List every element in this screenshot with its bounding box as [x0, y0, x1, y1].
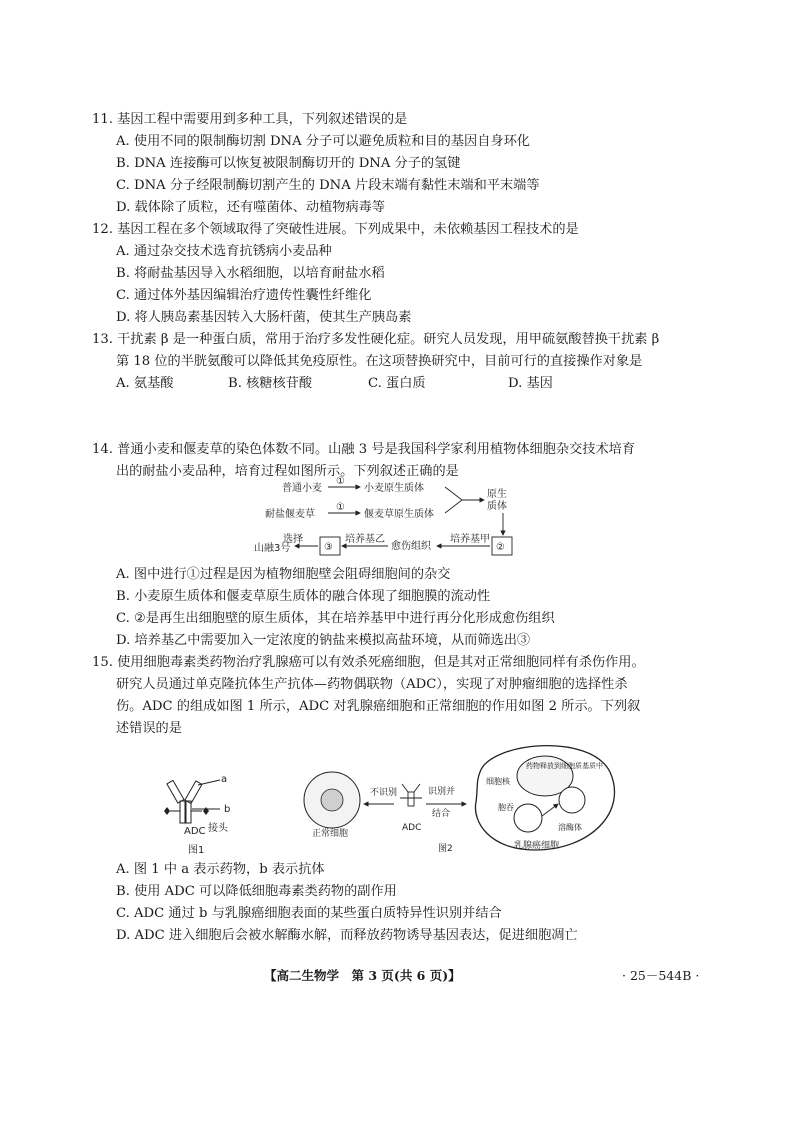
- lysosome-label: 溶酶体: [558, 823, 582, 832]
- q13-stem-line1: 13. 干扰素 β 是一种蛋白质，常用于治疗多发性硬化症。研究人员发现，用甲硫氨酸替换干扰素 β: [92, 332, 660, 347]
- antibody-stem-right: [186, 801, 191, 823]
- q12-option-d: D. 将人胰岛素基因转入大肠杆菌，使其生产胰岛素: [116, 310, 412, 325]
- protoplast-label-line2: 质体: [487, 501, 507, 512]
- saline-grass-label: 耐盐偃麦草: [265, 509, 315, 520]
- q14-option-b: B. 小麦原生质体和偃麦草原生质体的融合体现了细胞膜的流动性: [116, 589, 491, 604]
- q15-stem-line3: 伤。ADC 的组成如图 1 所示，ADC 对乳腺癌细胞和正常细胞的作用如图 2 所示。下列叙: [116, 699, 641, 714]
- step2-label: ②: [496, 542, 505, 553]
- lysosome-vesicle: [559, 787, 585, 813]
- q13-stem-line2: 第 18 位的半胱氨酸可以降低其免疫原性。在这项替换研究中，目前可行的直接操作对象是: [116, 354, 643, 369]
- wheat-protoplast-label: 小麦原生质体: [364, 483, 424, 494]
- q15-option-c: C. ADC 通过 b 与乳腺癌细胞表面的某些蛋白质特异性识别并结合: [116, 906, 502, 921]
- q11-option-b: B. DNA 连接酶可以恢复被限制酶切开的 DNA 分子的氢键: [116, 156, 461, 171]
- q12-option-a: A. 通过杂交技术选育抗锈病小麦品种: [116, 244, 332, 259]
- q15-stem-line4: 述错误的是: [116, 721, 182, 736]
- fig1-caption: 图1: [188, 845, 205, 855]
- select-label: 选择: [283, 534, 303, 545]
- normal-cell-nucleus: [321, 789, 343, 811]
- drug-release-label: 药物释放到细胞质基质中: [526, 762, 603, 770]
- drug-star-right: [203, 807, 209, 815]
- callus-label: 愈伤组织: [391, 541, 431, 552]
- label-a: a: [221, 774, 228, 785]
- q13-option-a: A. 氨基酸: [116, 376, 174, 391]
- q13-option-c: C. 蛋白质: [368, 376, 426, 391]
- q11-stem: 11. 基因工程中需要用到多种工具，下列叙述错误的是: [92, 112, 408, 127]
- q14-option-a: A. 图中进行①过程是因为植物细胞壁会阻碍细胞间的杂交: [116, 567, 451, 582]
- exam-code: · 25－544B ·: [622, 968, 700, 983]
- medium-b-label: 培养基乙: [345, 534, 385, 545]
- q14-stem-line2: 出的耐盐小麦品种，培育过程如图所示。下列叙述正确的是: [116, 464, 459, 479]
- antibody-arm-left: [167, 780, 184, 803]
- q12-stem: 12. 基因工程在多个领域取得了突破性进展。下列成果中，未依赖基因工程技术的是: [92, 222, 579, 237]
- endosome-label: 胞吞: [498, 803, 514, 812]
- adc-action-figure: [290, 732, 630, 862]
- protoplast-label-line1: 原生: [487, 489, 507, 500]
- not-recognized-label: 不识别: [370, 788, 398, 798]
- q13-option-b: B. 核糖核苷酸: [228, 376, 313, 391]
- q14-option-d: D. 培养基乙中需要加入一定浓度的钠盐来模拟高盐环境，从而筛选出③: [116, 633, 531, 648]
- q15-option-d: D. ADC 进入细胞后会被水解酶水解，而释放药物诱导基因表达，促进细胞凋亡: [116, 928, 578, 943]
- step3-label: ③: [324, 542, 333, 553]
- q13-option-d: D. 基因: [508, 376, 553, 391]
- q15-stem-line1: 15. 使用细胞毒素类药物治疗乳腺癌可以有效杀死癌细胞，但是其对正常细胞同样有杀伤作用。: [92, 655, 645, 670]
- recognize-label-line1: 识别并: [428, 787, 456, 797]
- fig2-adc-label: ADC: [402, 823, 422, 833]
- step1-label-bottom: ①: [336, 502, 345, 513]
- fig2-caption: 图2: [438, 844, 453, 854]
- adc-molecule-icon: [400, 784, 422, 806]
- adc-structure-figure: [150, 765, 250, 855]
- fig1-adc-label: ADC: [184, 826, 206, 837]
- antibody-stem-left: [180, 801, 185, 823]
- nucleus-label: 细胞核: [486, 777, 510, 786]
- recognize-label-line2: 结合: [432, 809, 451, 819]
- q11-option-a: A. 使用不同的限制酶切割 DNA 分子可以避免质粒和目的基因自身环化: [116, 134, 530, 149]
- cancer-cell-label: 乳腺癌细胞: [514, 841, 560, 851]
- step1-label-top: ①: [336, 476, 345, 487]
- normal-cell-label: 正常细胞: [312, 829, 349, 839]
- q12-option-c: C. 通过体外基因编辑治疗遗传性囊性纤维化: [116, 288, 372, 303]
- linker-label: 接头: [208, 823, 228, 834]
- q15-stem-line2: 研究人员通过单克隆抗体生产抗体—药物偶联物（ADC），实现了对肿瘤细胞的选择性杀: [116, 677, 628, 692]
- endosome-vesicle: [514, 804, 542, 832]
- medium-a-label: 培养基甲: [450, 534, 490, 545]
- q13-options: [116, 375, 553, 393]
- q15-option-a: A. 图 1 中 a 表示药物，b 表示抗体: [116, 862, 325, 877]
- cell-fusion-flow-diagram: [240, 475, 560, 565]
- grass-protoplast-label: 偃麦草原生质体: [364, 509, 434, 520]
- q11-option-d: D. 载体除了质粒，还有噬菌体、动植物病毒等: [116, 200, 386, 215]
- q14-stem-line1: 14. 普通小麦和偃麦草的染色体数不同。山融 3 号是我国科学家利用植物体细胞杂交技术培育: [92, 442, 636, 457]
- q14-option-c: C. ②是再生出细胞壁的原生质体，其在培养基甲中进行再分化形成愈伤组织: [116, 611, 555, 626]
- drug-star-left: [164, 807, 170, 815]
- q11-option-c: C. DNA 分子经限制酶切割产生的 DNA 片段末端有黏性末端和平末端等: [116, 178, 540, 193]
- q15-option-b: B. 使用 ADC 可以降低细胞毒素类药物的副作用: [116, 884, 397, 899]
- wheat-label: 普通小麦: [282, 483, 322, 494]
- result-shanrong3-label: 山融3号: [254, 543, 291, 554]
- q12-option-b: B. 将耐盐基因导入水稻细胞，以培育耐盐水稻: [116, 266, 385, 281]
- label-b: b: [224, 804, 231, 815]
- page-footer: 【高二生物学 第 3 页(共 6 页)】: [264, 968, 461, 983]
